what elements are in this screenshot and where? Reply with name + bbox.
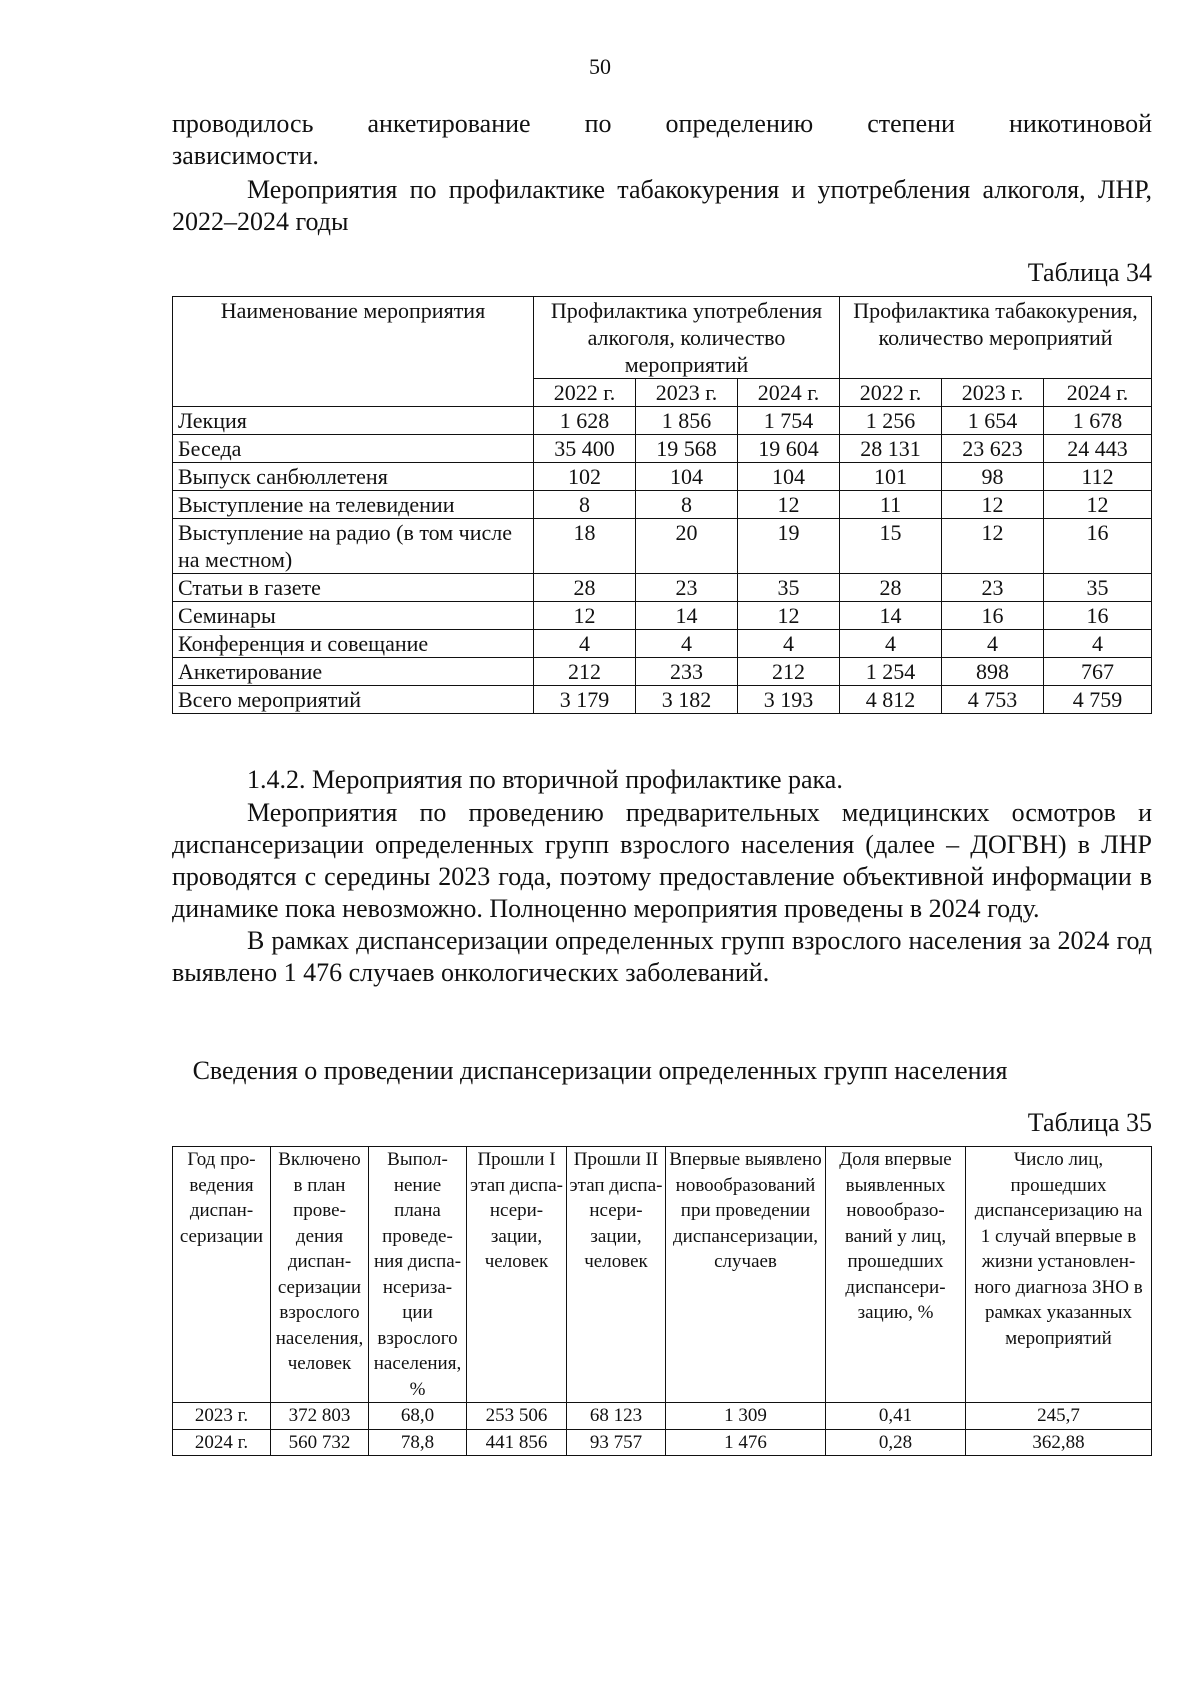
value-cell: 4 xyxy=(534,630,636,658)
row-name-cell: Лекция xyxy=(173,407,534,435)
row-name-cell: Выступление на телевидении xyxy=(173,491,534,519)
value-cell: 19 568 xyxy=(636,435,738,463)
value-cell: 1 654 xyxy=(942,407,1044,435)
value-cell: 102 xyxy=(534,463,636,491)
table-35 xyxy=(172,1146,1152,1456)
value-cell: 20 xyxy=(636,519,738,574)
table-34 xyxy=(172,296,1152,714)
header-name-col: Наименование мероприятия xyxy=(173,297,534,407)
header-year: 2023 г. xyxy=(636,379,738,407)
header-cell: Год проведения диспансеризации xyxy=(173,1147,271,1403)
intro-line-1: проводилось анкетирование по определению степени никотиновой xyxy=(172,109,1152,138)
table-row xyxy=(173,686,1152,714)
value-cell: 104 xyxy=(636,463,738,491)
value-cell: 4 xyxy=(942,630,1044,658)
value-cell: 12 xyxy=(1044,491,1152,519)
table-row xyxy=(173,519,1152,574)
value-cell: 19 xyxy=(738,519,840,574)
table-row xyxy=(173,435,1152,463)
value-cell: 35 xyxy=(1044,574,1152,602)
value-cell: 104 xyxy=(738,463,840,491)
value-cell: 8 xyxy=(534,491,636,519)
intro-line-2: зависимости. xyxy=(172,141,319,170)
table-row xyxy=(173,630,1152,658)
table34-label: Таблица 34 xyxy=(1027,258,1152,287)
row-name-cell: Конференция и совещание xyxy=(173,630,534,658)
value-cell: 0,41 xyxy=(826,1403,966,1430)
value-cell: 441 856 xyxy=(467,1429,567,1456)
value-cell: 3 193 xyxy=(738,686,840,714)
value-cell: 3 182 xyxy=(636,686,738,714)
value-cell: 12 xyxy=(942,519,1044,574)
row-name-cell: Статьи в газете xyxy=(173,574,534,602)
value-cell: 898 xyxy=(942,658,1044,686)
value-cell: 233 xyxy=(636,658,738,686)
header-cell: Выполнение плана проведения диспансеризации взрослого населения, % xyxy=(369,1147,467,1403)
value-cell: 12 xyxy=(534,602,636,630)
value-cell: 2024 г. xyxy=(173,1429,271,1456)
value-cell: 14 xyxy=(636,602,738,630)
table-row xyxy=(173,463,1152,491)
value-cell: 68,0 xyxy=(369,1403,467,1430)
header-cell: Впервые выявлено новообразований при проведении диспансеризации, случаев xyxy=(666,1147,826,1403)
table-row xyxy=(173,491,1152,519)
value-cell: 1 856 xyxy=(636,407,738,435)
section-text xyxy=(172,797,1152,989)
value-cell: 16 xyxy=(942,602,1044,630)
row-name-cell: Семинары xyxy=(173,602,534,630)
header-cell: Доля впервые выявленных новообразований у лиц, прошедших диспансеризацию, % xyxy=(826,1147,966,1403)
value-cell: 12 xyxy=(738,491,840,519)
value-cell: 19 604 xyxy=(738,435,840,463)
value-cell: 3 179 xyxy=(534,686,636,714)
value-cell: 1 678 xyxy=(1044,407,1152,435)
value-cell: 28 131 xyxy=(840,435,942,463)
table35-label: Таблица 35 xyxy=(1027,1108,1152,1137)
header-group-tobacco: Профилактика табакокурения, количество мероприятий xyxy=(840,297,1152,379)
value-cell: 35 xyxy=(738,574,840,602)
value-cell: 212 xyxy=(534,658,636,686)
header-cell: Включено в план проведения диспансеризации взрослого населения, человек xyxy=(271,1147,369,1403)
value-cell: 253 506 xyxy=(467,1403,567,1430)
value-cell: 245,7 xyxy=(966,1403,1152,1430)
table-row xyxy=(173,602,1152,630)
row-name-cell: Беседа xyxy=(173,435,534,463)
header-year: 2022 г. xyxy=(840,379,942,407)
value-cell: 78,8 xyxy=(369,1429,467,1456)
value-cell: 16 xyxy=(1044,602,1152,630)
value-cell: 12 xyxy=(942,491,1044,519)
value-cell: 101 xyxy=(840,463,942,491)
value-cell: 35 400 xyxy=(534,435,636,463)
value-cell: 560 732 xyxy=(271,1429,369,1456)
section-heading: 1.4.2. Мероприятия по вторичной профилактике рака. xyxy=(247,765,843,794)
header-year: 2024 г. xyxy=(738,379,840,407)
value-cell: 14 xyxy=(840,602,942,630)
value-cell: 11 xyxy=(840,491,942,519)
value-cell: 68 123 xyxy=(567,1403,666,1430)
header-cell: Прошли II этап диспансеризации, человек xyxy=(567,1147,666,1403)
table34-title: Мероприятия по профилактике табакокурения и употребления алкоголя, ЛНР, 2022–2024 годы xyxy=(172,175,1152,236)
section-para-2: В рамках диспансеризации определенных групп взрослого населения за 2024 год выявлено 1 476 случаев онкологических заболеваний. xyxy=(172,926,1152,987)
table-row xyxy=(173,1403,1152,1430)
row-name-cell: Всего мероприятий xyxy=(173,686,534,714)
value-cell: 98 xyxy=(942,463,1044,491)
value-cell: 12 xyxy=(738,602,840,630)
value-cell: 4 759 xyxy=(1044,686,1152,714)
value-cell: 23 623 xyxy=(942,435,1044,463)
value-cell: 18 xyxy=(534,519,636,574)
header-year: 2024 г. xyxy=(1044,379,1152,407)
intro-text xyxy=(172,108,1152,238)
value-cell: 112 xyxy=(1044,463,1152,491)
value-cell: 4 812 xyxy=(840,686,942,714)
value-cell: 1 256 xyxy=(840,407,942,435)
value-cell: 4 xyxy=(738,630,840,658)
value-cell: 4 xyxy=(840,630,942,658)
header-year: 2022 г. xyxy=(534,379,636,407)
value-cell: 362,88 xyxy=(966,1429,1152,1456)
value-cell: 8 xyxy=(636,491,738,519)
value-cell: 1 254 xyxy=(840,658,942,686)
table-row xyxy=(173,1429,1152,1456)
value-cell: 1 476 xyxy=(666,1429,826,1456)
header-year: 2023 г. xyxy=(942,379,1044,407)
value-cell: 24 443 xyxy=(1044,435,1152,463)
value-cell: 28 xyxy=(840,574,942,602)
row-name-cell: Выпуск санбюллетеня xyxy=(173,463,534,491)
table-row xyxy=(173,658,1152,686)
header-group-alcohol: Профилактика употребления алкоголя, количество мероприятий xyxy=(534,297,840,379)
table-row xyxy=(173,407,1152,435)
value-cell: 767 xyxy=(1044,658,1152,686)
section-para-1: Мероприятия по проведению предварительных медицинских осмотров и диспансеризации определенных групп взрослого населения (далее – ДОГВН) в ЛНР проводятся с середины 2023 года, поэтому предоставление объективной информации в динамике пока невозможно. Полноценно мероприятия проведены в 2024 году. xyxy=(172,798,1152,923)
row-name-cell: Выступление на радио (в том числе на местном) xyxy=(173,519,534,574)
value-cell: 16 xyxy=(1044,519,1152,574)
table-row xyxy=(173,574,1152,602)
value-cell: 23 xyxy=(942,574,1044,602)
value-cell: 4 xyxy=(1044,630,1152,658)
value-cell: 1 628 xyxy=(534,407,636,435)
value-cell: 1 754 xyxy=(738,407,840,435)
value-cell: 4 xyxy=(636,630,738,658)
value-cell: 2023 г. xyxy=(173,1403,271,1430)
value-cell: 372 803 xyxy=(271,1403,369,1430)
header-cell: Прошли I этап диспансеризации, человек xyxy=(467,1147,567,1403)
header-cell: Число лиц, прошедших диспансеризацию на 1 случай впервые в жизни установленного диагноза ЗНО в рамках указанных мероприятий xyxy=(966,1147,1152,1403)
value-cell: 212 xyxy=(738,658,840,686)
value-cell: 15 xyxy=(840,519,942,574)
page-number: 50 xyxy=(589,54,611,79)
value-cell: 1 309 xyxy=(666,1403,826,1430)
row-name-cell: Анкетирование xyxy=(173,658,534,686)
value-cell: 28 xyxy=(534,574,636,602)
value-cell: 0,28 xyxy=(826,1429,966,1456)
table35-title: Сведения о проведении диспансеризации определенных групп населения xyxy=(192,1056,1008,1085)
value-cell: 93 757 xyxy=(567,1429,666,1456)
value-cell: 4 753 xyxy=(942,686,1044,714)
value-cell: 23 xyxy=(636,574,738,602)
